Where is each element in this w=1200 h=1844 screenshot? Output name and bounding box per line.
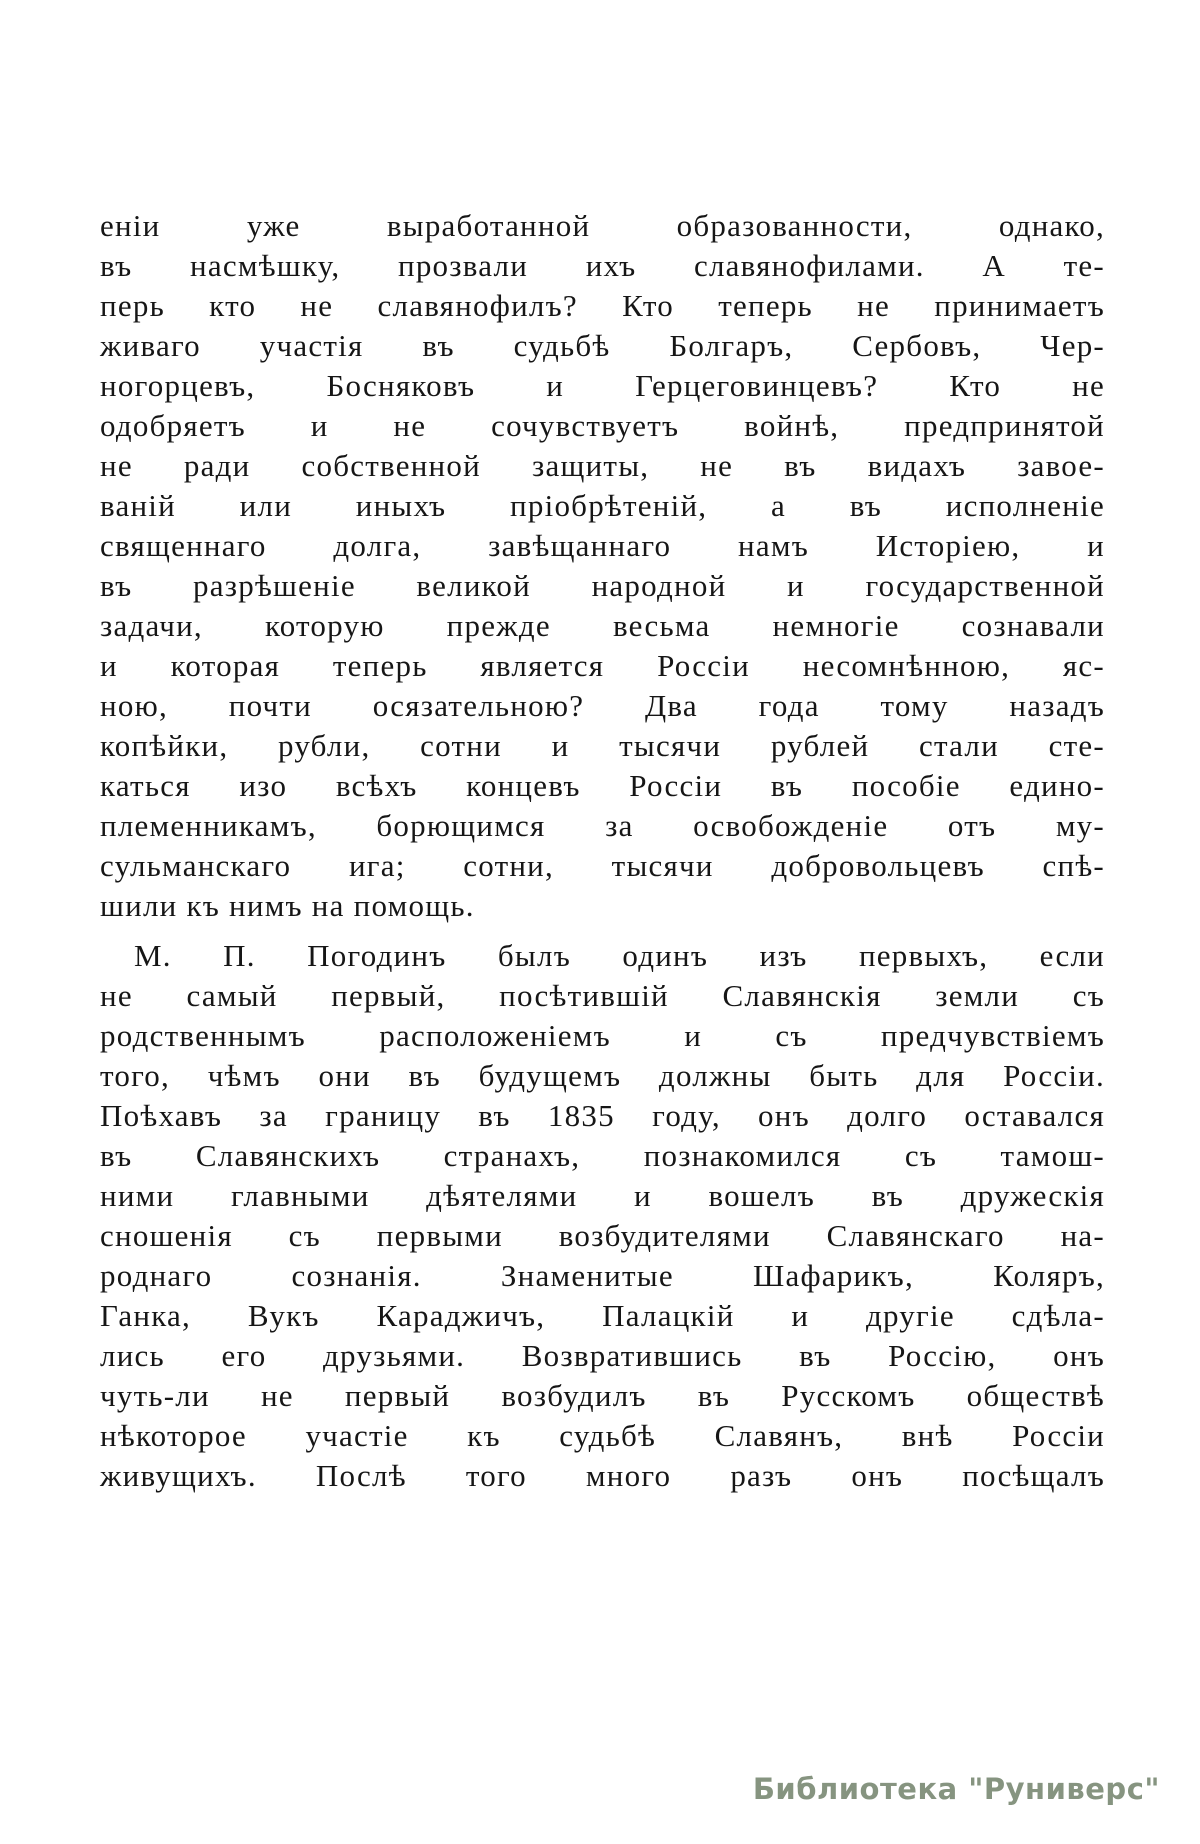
text-line: нѣкоторое участіе къ судьбѣ Славянъ, внѣ Россіи xyxy=(100,1418,1105,1453)
text-line: и которая теперь является Россіи несомнѣнною, яс- xyxy=(100,648,1105,683)
text-line: М. П. Погодинъ былъ одинъ изъ первыхъ, если xyxy=(134,938,1105,973)
text-line: Поѣхавъ за границу въ 1835 году, онъ долго оставался xyxy=(100,1098,1105,1133)
text-line: племенникамъ, борющимся за освобожденіе отъ му- xyxy=(100,808,1105,843)
text-line: шили къ нимъ на помощь. xyxy=(100,888,475,923)
text-line: роднаго сознанія. Знаменитые Шафарикъ, Коляръ, xyxy=(100,1258,1105,1293)
text-line: ною, почти осязательною? Два года тому назадъ xyxy=(100,688,1105,723)
text-line: родственнымъ расположеніемъ и съ предчувствіемъ xyxy=(100,1018,1105,1053)
text-line: каться изо всѣхъ концевъ Россіи въ пособіе едино- xyxy=(100,768,1105,803)
text-line: ваній или иныхъ пріобрѣтеній, а въ исполненіе xyxy=(100,488,1105,523)
text-line: въ Славянскихъ странахъ, познакомился съ тамош- xyxy=(100,1138,1105,1173)
text-line: въ насмѣшку, прозвали ихъ славянофилами. А те- xyxy=(100,248,1105,283)
text-line: въ разрѣшеніе великой народной и государственной xyxy=(100,568,1105,603)
text-line: чуть-ли не первый возбудилъ въ Русскомъ обществѣ xyxy=(100,1378,1105,1413)
text-line: не ради собственной защиты, не въ видахъ завое- xyxy=(100,448,1105,483)
text-line: сношенія съ первыми возбудителями Славянскаго на- xyxy=(100,1218,1105,1253)
text-line: живаго участія въ судьбѣ Болгаръ, Сербовъ, Чер- xyxy=(100,328,1105,363)
text-line: перь кто не славянофилъ? Кто теперь не принимаетъ xyxy=(100,288,1105,323)
paragraph-pogodin xyxy=(100,936,1105,1496)
text-line: ногорцевъ, Босняковъ и Герцеговинцевъ? Кто не xyxy=(100,368,1105,403)
page-text-block xyxy=(100,206,1105,1496)
text-line: еніи уже выработанной образованности, однако, xyxy=(100,208,1105,243)
text-line: лись его друзьями. Возвратившись въ Россію, онъ xyxy=(100,1338,1105,1373)
runivers-library-watermark: Библиотека "Руниверс" xyxy=(752,1772,1160,1806)
text-line: того, чѣмъ они въ будущемъ должны быть для Россіи. xyxy=(100,1058,1105,1093)
text-line: задачи, которую прежде весьма немногіе сознавали xyxy=(100,608,1105,643)
text-line: копѣйки, рубли, сотни и тысячи рублей стали сте- xyxy=(100,728,1105,763)
text-line: сульманскаго ига; сотни, тысячи добровольцевъ спѣ- xyxy=(100,848,1105,883)
text-line: не самый первый, посѣтившій Славянскія земли съ xyxy=(100,978,1105,1013)
paragraph-continuation xyxy=(100,206,1105,926)
text-line: ними главными дѣятелями и вошелъ въ дружескія xyxy=(100,1178,1105,1213)
text-line: одобряетъ и не сочувствуетъ войнѣ, предпринятой xyxy=(100,408,1105,443)
text-line: священнаго долга, завѣщаннаго намъ Исторіею, и xyxy=(100,528,1105,563)
text-line: Ганка, Вукъ Караджичъ, Палацкій и другіе сдѣла- xyxy=(100,1298,1105,1333)
text-line: живущихъ. Послѣ того много разъ онъ посѣщалъ xyxy=(100,1458,1105,1493)
